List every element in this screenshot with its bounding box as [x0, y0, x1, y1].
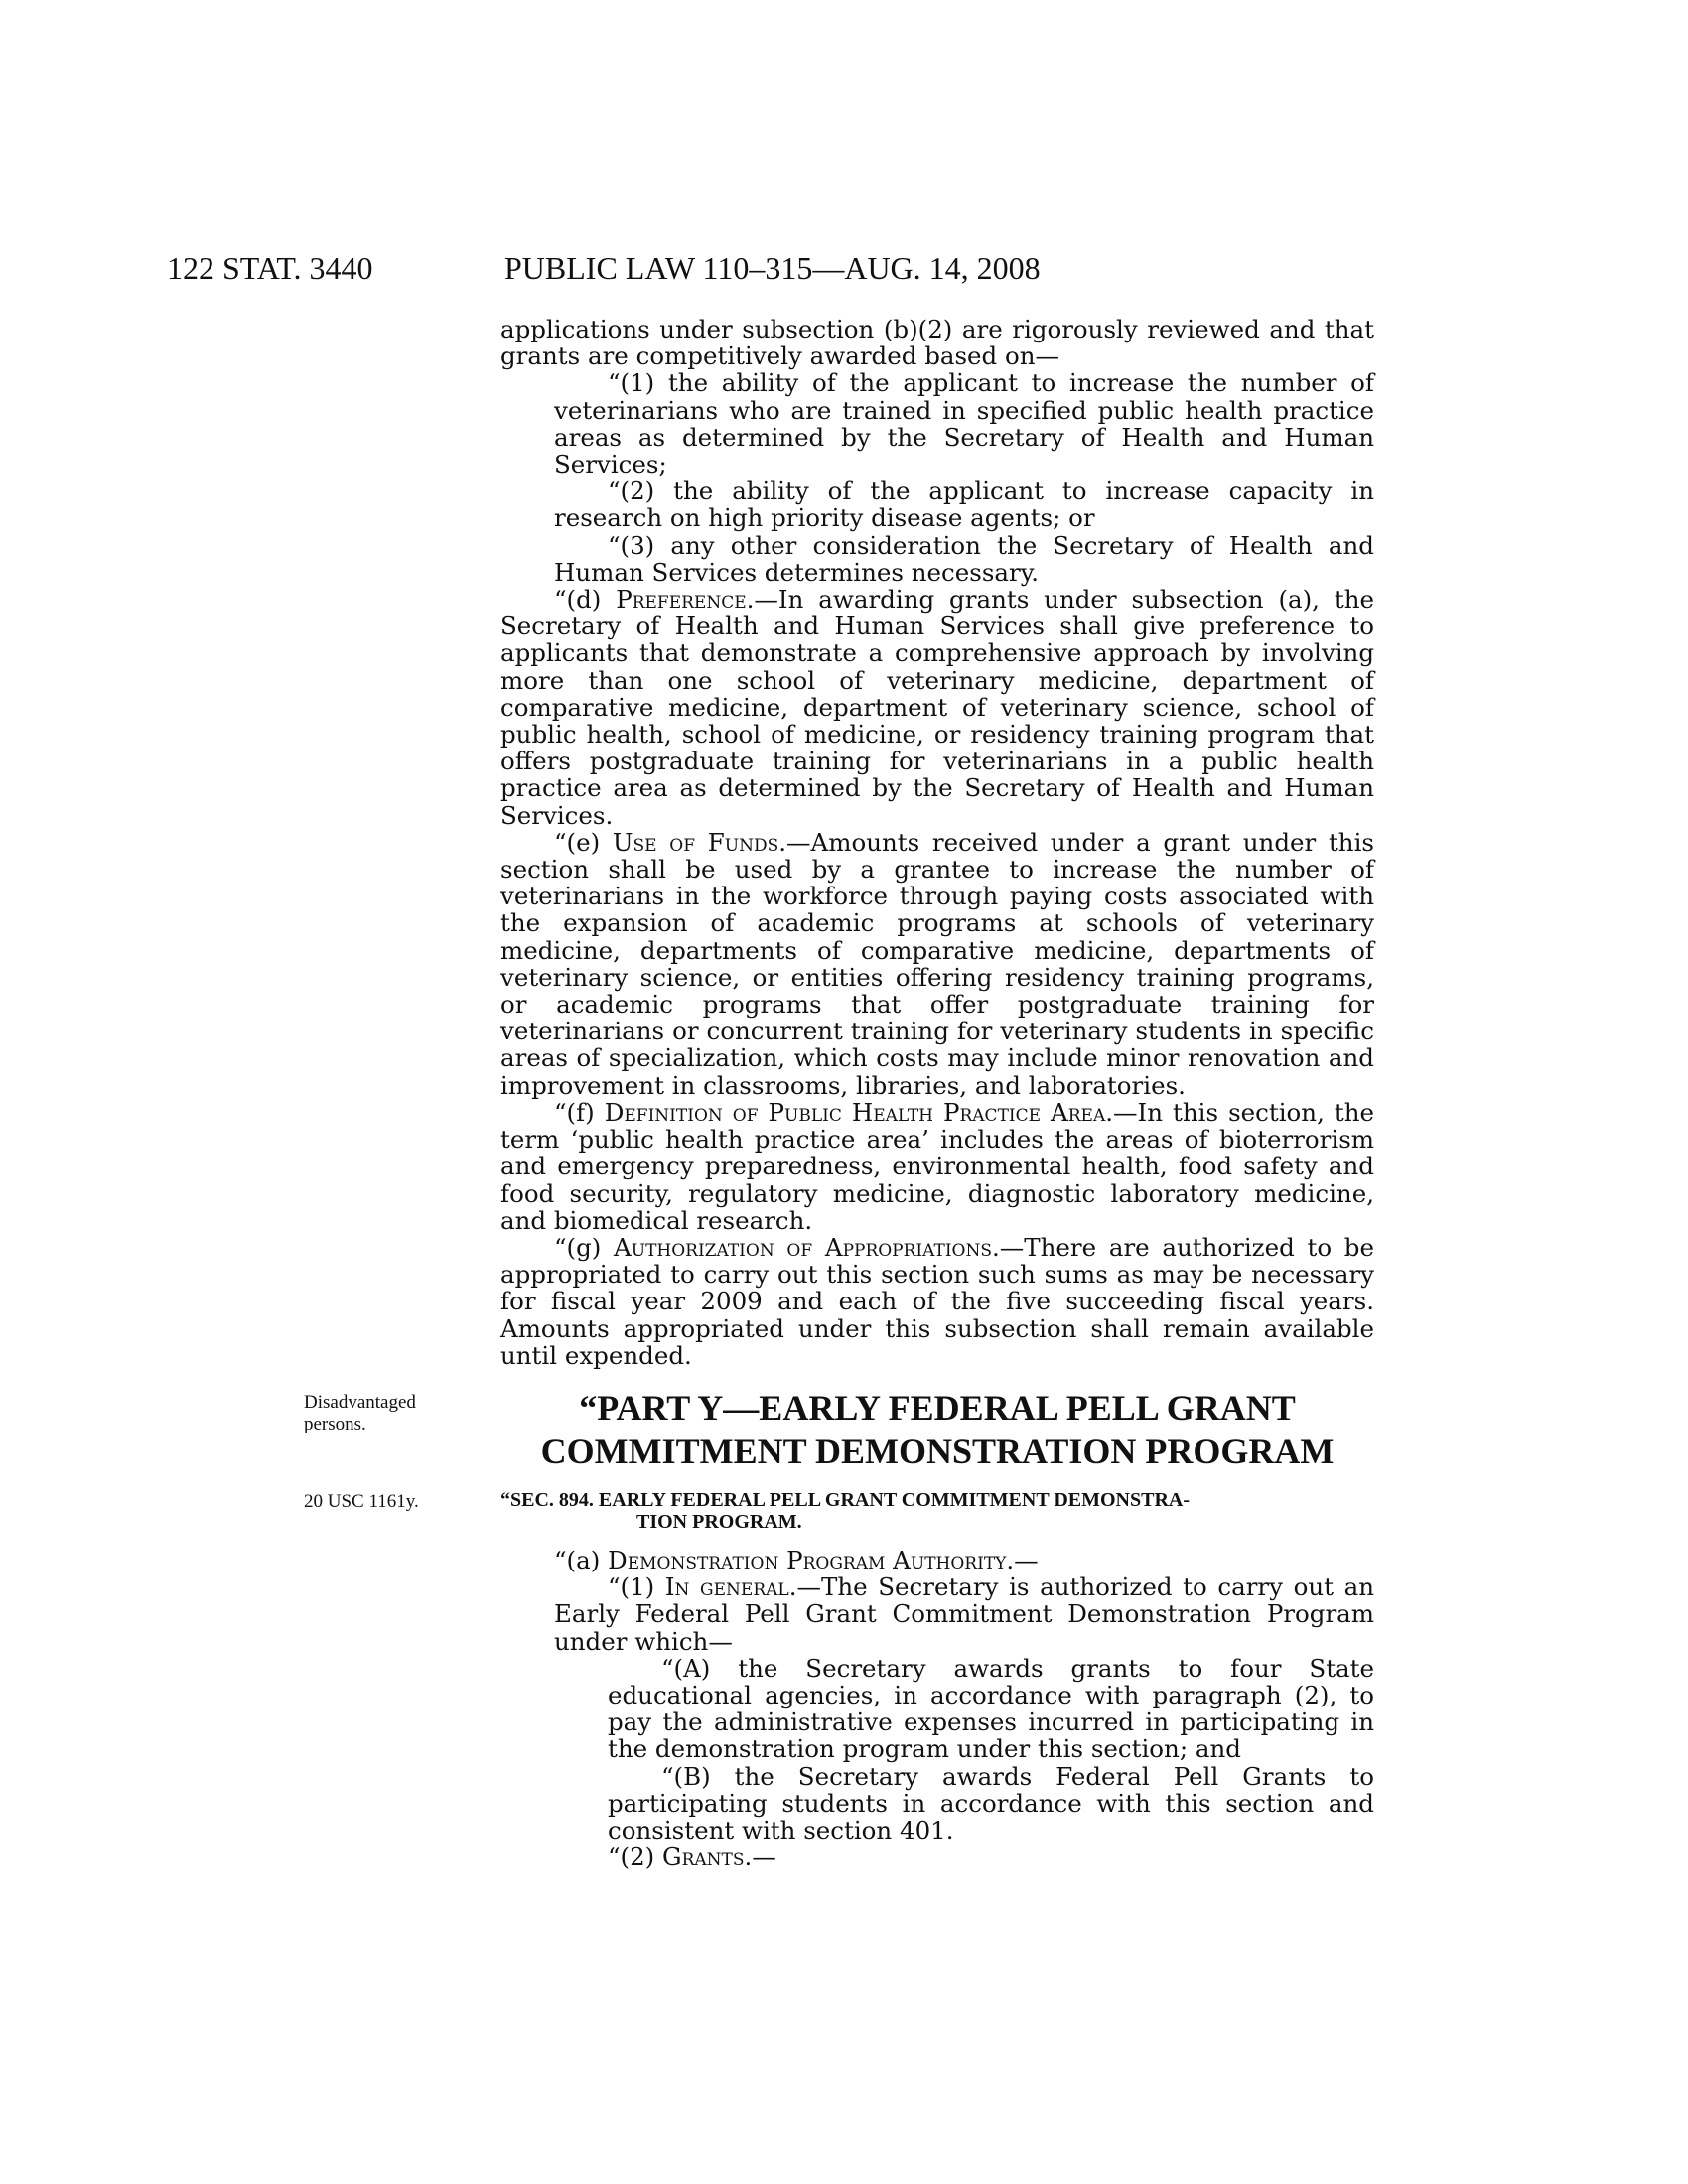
subparagraph-a1B: “(B) the Secretary awards Federal Pell Grants to participating students in accordance with this section and consistent with section 401. — [608, 1761, 1374, 1845]
paragraph-a1-text: .—The Secretary is authorized to carry out an Early Federal Pell Grant Commitment Demonstration Program under which— — [554, 1572, 1374, 1656]
criterion-1: “(1) the ability of the applicant to increase the number of veterinarians who are trained in specified public health practice areas as determined by the Secretary of Health and Human Services; — [554, 368, 1374, 479]
body-text-lower — [500, 1547, 1374, 1870]
public-law-title: PUBLIC LAW 110–315—AUG. 14, 2008 — [504, 250, 1041, 286]
paragraph-a2-label: “(2) — [608, 1843, 663, 1872]
continuation-intro: applications under subsection (b)(2) are rigorously reviewed and that grants are competitively awarded based on— — [500, 315, 1374, 371]
statute-reference: 122 STAT. 3440 — [167, 250, 373, 286]
part-heading-line1: “PART Y—EARLY FEDERAL PELL GRANT — [579, 1388, 1296, 1428]
subsection-d-preference — [500, 586, 1374, 829]
subsection-d-label: “(d) — [554, 585, 617, 614]
margin-note-disadvantaged: Disadvantaged persons. — [304, 1392, 416, 1434]
subsection-f-heading: Definition of Public Health Practice Area — [604, 1097, 1106, 1127]
section-heading-line2: TION PROGRAM. — [636, 1511, 802, 1533]
paragraph-a2-dash: .— — [744, 1843, 776, 1872]
subsection-g-heading: Authorization of Appropriations — [614, 1232, 992, 1262]
page-header — [167, 248, 1373, 288]
criterion-3: “(3) any other consideration the Secretary of Health and Human Services determines necessary. — [554, 530, 1374, 587]
criterion-2: “(2) the ability of the applicant to increase capacity in research on high priority disease agents; or — [554, 477, 1374, 533]
paragraph-a1-heading: In general — [664, 1572, 789, 1602]
subsection-e-text: .—Amounts received under a grant under this section shall be used by a grantee to increase the number of veterinarians in the workforce through paying costs associated with the expansion of academic programs at schools of veterinary medicine, departments of comparative medicine, departments of veterinary science, or entities offering residency training programs, or academic programs that offer postgraduate training for veterinarians or concurrent training for veterinary students in specific areas of specialization, which costs may include minor renovation and improvement in classrooms, libraries, and laboratories. — [500, 827, 1374, 1100]
subsection-a-label: “(a) — [554, 1546, 609, 1574]
paragraph-a1-label: “(1) — [608, 1572, 665, 1602]
paragraph-a2 — [500, 1843, 1374, 1870]
subparagraph-a1A: “(A) the Secretary awards grants to four State educational agencies, in accordance with paragraph (2), to pay the administrative expenses incurred in participating in the demonstration program under this section; and — [608, 1653, 1374, 1764]
subsection-f-text: .—In this section, the term ‘public health practice area’ includes the areas of bioterrorism and emergency preparedness, environmental health, food safety and food security, regulatory medicine, diagnostic laboratory medicine, and biomedical research. — [500, 1097, 1374, 1235]
paragraph-a1 — [500, 1573, 1374, 1655]
subsection-f-definition — [500, 1099, 1374, 1234]
subsection-f-label: “(f) — [554, 1097, 605, 1127]
subsection-d-heading: Preference — [616, 585, 747, 614]
paragraph-a2-heading: Grants — [662, 1843, 745, 1872]
subsection-a-dash: .— — [1006, 1546, 1039, 1574]
subsection-d-text: .—In awarding grants under subsection (a), the Secretary of Health and Human Services shall give preference to applicants that demonstrate a comprehensive approach by involving more than one school of veterinary medicine, department of comparative medicine, department of veterinary science, school of public health, school of medicine, or residency training program that offers postgraduate training for veterinarians in a public health practice area as determined by the Secretary of Health and Human Services. — [500, 585, 1374, 830]
subsection-g-authorization — [500, 1234, 1374, 1369]
subsection-e-heading: Use of Funds — [612, 827, 779, 857]
body-text-upper — [500, 316, 1374, 1369]
subsection-a-title: Demonstration Program Authority — [608, 1546, 1007, 1574]
subsection-g-text: .—There are authorized to be appropriated to carry out this section such sums as may be necessary for fiscal year 2009 and each of the five succeeding fiscal years. Amounts appropriated under this subsection shall remain available until expended. — [500, 1232, 1374, 1370]
part-heading — [500, 1386, 1374, 1473]
margin-note-usc: 20 USC 1161y. — [304, 1491, 419, 1512]
subsection-e-label: “(e) — [554, 827, 613, 857]
subsection-g-label: “(g) — [554, 1232, 615, 1262]
subsection-a-heading — [500, 1547, 1374, 1573]
part-heading-line2: COMMITMENT DEMONSTRATION PROGRAM — [540, 1432, 1335, 1471]
subsection-e-use-of-funds — [500, 829, 1374, 1099]
section-heading — [500, 1489, 1374, 1533]
section-heading-line1: “SEC. 894. EARLY FEDERAL PELL GRANT COMMITMENT DEMONSTRA- — [500, 1489, 1190, 1511]
